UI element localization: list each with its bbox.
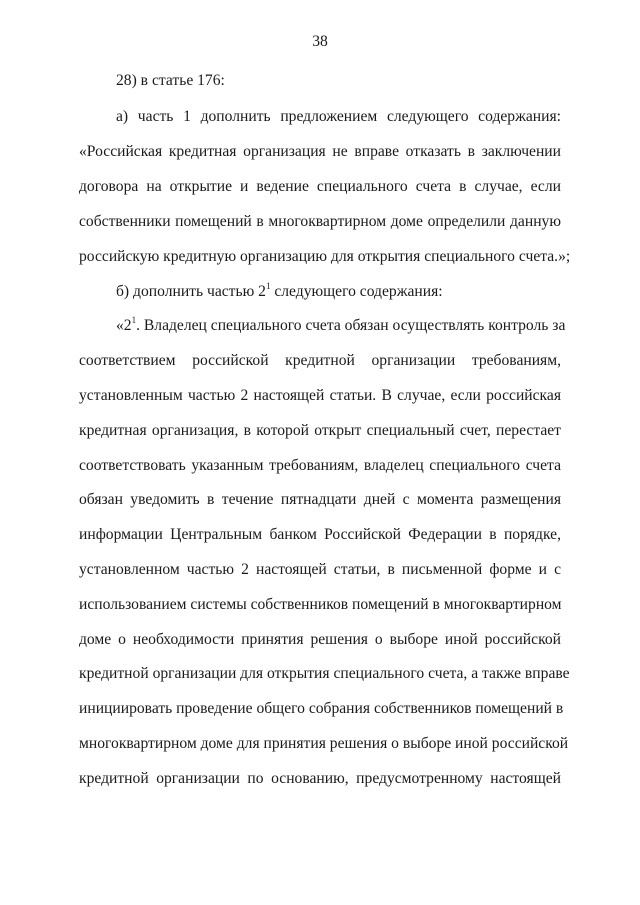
page-number: 38 [312, 33, 328, 50]
subitem-a: а) часть 1 дополнить предложением следующего содержания: [116, 108, 561, 125]
text-line: собственники помещений в многоквартирном доме определили данную [79, 213, 561, 230]
text-line: инициировать проведение общего собрания собственников помещений в [79, 700, 564, 717]
text-line: доме о необходимости принятия решения о выборе иной российской [79, 631, 561, 648]
text-line: договора на открытие и ведение специального счета в случае, если [79, 178, 561, 195]
text-line: информации Центральным банком Российской Федерации в порядке, [79, 526, 561, 543]
text-line: установленном частью 2 настоящей статьи, в письменной форме и с [79, 561, 561, 578]
text-line: многоквартирном доме для принятия решения о выборе иной российской [79, 735, 569, 752]
subitem-b [116, 282, 561, 302]
text-line: установленным частью 2 настоящей статьи. В случае, если российская [79, 387, 561, 404]
text-line: обязан уведомить в течение пятнадцати дней с момента размещения [79, 491, 561, 508]
text-line: российскую кредитную организацию для открытия специального счета.»; [79, 248, 571, 265]
superscript: 1 [131, 315, 137, 325]
subitem-b-text-a: б) дополнить частью 2 [116, 283, 266, 300]
para-text-a: «2 [116, 317, 132, 334]
para-text-b: . Владелец специального счета обязан осуществлять контроль за [136, 317, 566, 334]
text-line: соответствием российской кредитной организации требованиям, [79, 352, 561, 369]
text-line: использованием системы собственников помещений в многоквартирном [79, 596, 562, 613]
superscript: 1 [265, 281, 271, 291]
text-line: кредитной организации для открытия специального счета, а также вправе [79, 665, 570, 682]
text-line: «Российская кредитная организация не вправе отказать в заключении [79, 143, 561, 160]
paragraph-2-1-start [116, 315, 566, 336]
text-line: кредитная организация, в которой открыт специальный счет, перестает [79, 422, 561, 439]
item-28-heading: 28) в статье 176: [116, 72, 225, 89]
subitem-b-text-b: следующего содержания: [270, 283, 443, 300]
text-line: кредитной организации по основанию, предусмотренному настоящей [79, 770, 561, 787]
text-line: соответствовать указанным требованиям, владелец специального счета [79, 457, 561, 474]
